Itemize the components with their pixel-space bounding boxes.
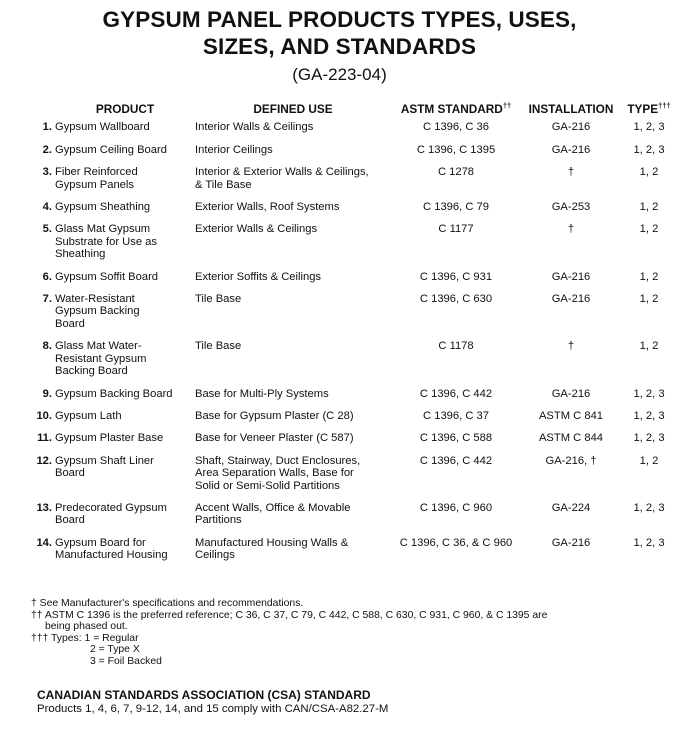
product-cell (55, 432, 195, 454)
product-cell-line: Fiber Reinforced (55, 166, 138, 179)
page-title (0, 6, 679, 60)
header-astm-label: ASTM STANDARD (400, 102, 503, 116)
row-number: 8. (42, 340, 52, 353)
header-type (621, 103, 677, 121)
product-cell (55, 271, 195, 293)
astm-cell: C 1396, C 442 (419, 454, 493, 467)
type-cell: 1, 2 (639, 270, 659, 283)
installation-cell: GA-216 (551, 121, 591, 134)
product-cell (55, 502, 195, 537)
type-cell: 1, 2 (639, 223, 659, 236)
row-number: 7. (42, 293, 52, 306)
defined-use-cell-line: Partitions (195, 514, 242, 527)
product-cell (55, 201, 195, 223)
defined-use-cell (195, 388, 391, 410)
product-cell-line: Predecorated Gypsum (55, 501, 167, 514)
defined-use-cell (195, 121, 391, 143)
product-cell-line: Backing Board (55, 365, 128, 378)
header-number (34, 103, 55, 121)
header-product-label: PRODUCT (95, 102, 155, 116)
defined-use-cell-line: Tile Base (195, 293, 242, 306)
product-cell-line: Gypsum Sheathing (55, 201, 151, 214)
defined-use-cell-line: & Tile Base (195, 178, 252, 191)
title-line-2: SIZES, AND STANDARDS (202, 34, 477, 59)
footnote-3-foil-backed: 3 = Foil Backed (90, 655, 162, 667)
product-cell-line: Board (55, 514, 85, 527)
product-cell (55, 166, 195, 201)
header-astm (391, 103, 521, 121)
defined-use-cell-line: Base for Multi-Ply Systems (195, 387, 329, 400)
table-row (34, 455, 677, 502)
csa-statement: Products 1, 4, 6, 7, 9-12, 14, and 15 comply with CAN/CSA-A82.27-M (37, 703, 389, 715)
type-cell: 1, 2, 3 (633, 121, 665, 134)
defined-use-cell-line: Solid or Semi-Solid Partitions (195, 479, 340, 492)
type-cell: 1, 2 (639, 293, 659, 306)
table-row (34, 271, 677, 293)
astm-cell: C 1396, C 1395 (416, 143, 496, 156)
installation-cell: GA-224 (551, 501, 591, 514)
header-product (55, 103, 195, 121)
defined-use-cell-line: Shaft, Stairway, Duct Enclosures, (195, 454, 361, 467)
product-cell (55, 410, 195, 432)
type-cell: 1, 2, 3 (633, 536, 665, 549)
installation-cell: † (567, 166, 575, 179)
product-cell-line: Gypsum Shaft Liner (55, 454, 154, 467)
type-cell: 1, 2, 3 (633, 387, 665, 400)
product-cell (55, 121, 195, 143)
type-cell: 1, 2, 3 (633, 501, 665, 514)
table-row (34, 166, 677, 201)
row-number: 5. (42, 223, 52, 236)
defined-use-cell (195, 201, 391, 223)
footnote-3-type-x: 2 = Type X (90, 644, 140, 656)
table-row (34, 410, 677, 432)
footnote-2-continued: being phased out. (45, 621, 128, 633)
product-cell (55, 537, 195, 572)
product-cell-line: Gypsum Backing (55, 305, 140, 318)
product-cell-line: Substrate for Use as (55, 235, 157, 248)
defined-use-cell-line: Interior Walls & Ceilings (195, 121, 314, 134)
table-row (34, 432, 677, 454)
table-row (34, 502, 677, 537)
astm-cell: C 1396, C 960 (419, 501, 493, 514)
type-cell: 1, 2 (639, 201, 659, 214)
product-cell-line: Glass Mat Gypsum (55, 223, 151, 236)
defined-use-cell-line: Interior Ceilings (195, 143, 273, 156)
type-cell: 1, 2 (639, 340, 659, 353)
type-cell: 1, 2 (639, 454, 659, 467)
product-cell-line: Board (55, 317, 85, 330)
row-number: 3. (42, 166, 52, 179)
defined-use-cell-line: Accent Walls, Office & Movable (195, 501, 351, 514)
table-row (34, 121, 677, 143)
product-cell-line: Gypsum Wallboard (55, 121, 150, 134)
installation-cell: GA-216 (551, 143, 591, 156)
footnotes (31, 598, 547, 668)
defined-use-cell-line: Base for Veneer Plaster (C 587) (195, 432, 354, 445)
defined-use-cell-line: Interior & Exterior Walls & Ceilings, (195, 166, 369, 179)
product-cell (55, 144, 195, 166)
products-table (34, 103, 677, 572)
table-row (34, 388, 677, 410)
astm-cell: C 1177 (438, 223, 474, 236)
astm-cell: C 1396, C 36, & C 960 (399, 536, 513, 549)
footnote-1: † See Manufacturer's specifications and recommendations. (31, 598, 304, 609)
product-cell (55, 455, 195, 502)
row-number: 13. (36, 501, 52, 514)
defined-use-cell-line: Manufactured Housing Walls & (195, 536, 349, 549)
table-row (34, 144, 677, 166)
product-cell-line: Resistant Gypsum (55, 352, 147, 365)
defined-use-cell-line: Ceilings (195, 549, 235, 562)
defined-use-cell-line: Exterior Soffits & Ceilings (195, 270, 322, 283)
installation-cell: GA-216 (551, 270, 591, 283)
product-cell-line: Gypsum Lath (55, 409, 122, 422)
astm-cell: C 1396, C 79 (423, 201, 489, 214)
astm-cell: C 1396, C 588 (419, 432, 493, 445)
installation-cell: GA-216 (551, 536, 591, 549)
installation-cell: GA-253 (551, 201, 591, 214)
title-line-1: GYPSUM PANEL PRODUCTS TYPES, USES, (102, 7, 577, 32)
astm-cell: C 1396, C 442 (419, 387, 493, 400)
table-row (34, 201, 677, 223)
defined-use-cell (195, 223, 391, 270)
type-cell: 1, 2, 3 (633, 409, 665, 422)
product-cell-line: Manufactured Housing (55, 549, 168, 562)
type-cell: 1, 2 (639, 166, 659, 179)
defined-use-cell (195, 293, 391, 340)
table-row (34, 223, 677, 270)
header-defined-use-label: DEFINED USE (253, 102, 333, 116)
product-cell-line: Gypsum Panels (55, 178, 134, 191)
product-cell (55, 340, 195, 387)
row-number: 1. (42, 121, 52, 134)
installation-cell: GA-216, † (545, 454, 597, 467)
defined-use-cell (195, 432, 391, 454)
table-row (34, 293, 677, 340)
table-row (34, 537, 677, 572)
row-number: 11. (37, 432, 52, 445)
csa-heading: CANADIAN STANDARDS ASSOCIATION (CSA) STANDARD (37, 688, 371, 702)
header-installation-label: INSTALLATION (528, 102, 614, 116)
product-cell-line: Gypsum Ceiling Board (55, 143, 167, 156)
row-number: 10. (36, 409, 52, 422)
product-cell-line: Board (55, 467, 85, 480)
astm-cell: C 1396, C 931 (419, 270, 493, 283)
defined-use-cell-line: Exterior Walls & Ceilings (195, 223, 318, 236)
header-installation (521, 103, 621, 121)
defined-use-cell (195, 455, 391, 502)
astm-cell: C 1396, C 630 (419, 293, 493, 306)
astm-cell: C 1396, C 37 (423, 409, 489, 422)
table-row (34, 340, 677, 387)
header-type-label: TYPE (627, 102, 659, 116)
footnote-3: ††† Types: 1 = Regular (31, 632, 139, 644)
defined-use-cell (195, 340, 391, 387)
header-defined-use (195, 103, 391, 121)
defined-use-cell (195, 144, 391, 166)
installation-cell: GA-216 (551, 387, 591, 400)
product-cell-line: Gypsum Soffit Board (55, 270, 159, 283)
page-subtitle: (GA-223-04) (292, 65, 387, 84)
astm-cell: C 1178 (438, 340, 474, 353)
footnote-2: †† ASTM C 1396 is the preferred reference; C 36, C 37, C 79, C 442, C 588, C 630, C 931, C 960, & C 1395 are (31, 609, 548, 621)
product-cell (55, 223, 195, 270)
defined-use-cell (195, 410, 391, 432)
header-astm-footnote: †† (502, 101, 512, 110)
row-number: 2. (42, 143, 52, 156)
defined-use-cell (195, 502, 391, 537)
table-header-row (34, 103, 677, 121)
row-number: 9. (42, 387, 52, 400)
installation-cell: † (567, 340, 575, 353)
row-number: 14. (36, 536, 52, 549)
astm-cell: C 1396, C 36 (423, 121, 489, 134)
product-cell-line: Water-Resistant (55, 293, 135, 306)
header-type-footnote: ††† (658, 101, 671, 110)
defined-use-cell-line: Exterior Walls, Roof Systems (195, 201, 340, 214)
defined-use-cell (195, 271, 391, 293)
defined-use-cell-line: Base for Gypsum Plaster (C 28) (195, 409, 354, 422)
installation-cell: † (567, 223, 575, 236)
type-cell: 1, 2, 3 (633, 143, 665, 156)
type-cell: 1, 2, 3 (633, 432, 665, 445)
product-cell-line: Gypsum Board for (55, 536, 146, 549)
installation-cell: GA-216 (551, 293, 591, 306)
table-body (34, 121, 677, 571)
installation-cell: ASTM C 844 (538, 432, 604, 445)
row-number: 6. (42, 270, 52, 283)
row-number: 12. (36, 454, 52, 467)
defined-use-cell (195, 166, 391, 201)
installation-cell: ASTM C 841 (538, 409, 604, 422)
product-cell-line: Sheathing (55, 248, 106, 261)
product-cell-line: Glass Mat Water- (55, 340, 142, 353)
product-cell (55, 293, 195, 340)
product-cell (55, 388, 195, 410)
defined-use-cell (195, 537, 391, 572)
astm-cell: C 1278 (437, 166, 475, 179)
product-cell-line: Gypsum Backing Board (55, 387, 173, 400)
defined-use-cell-line: Tile Base (195, 340, 242, 353)
row-number: 4. (42, 201, 52, 214)
product-cell-line: Gypsum Plaster Base (55, 432, 164, 445)
defined-use-cell-line: Area Separation Walls, Base for (195, 467, 354, 480)
